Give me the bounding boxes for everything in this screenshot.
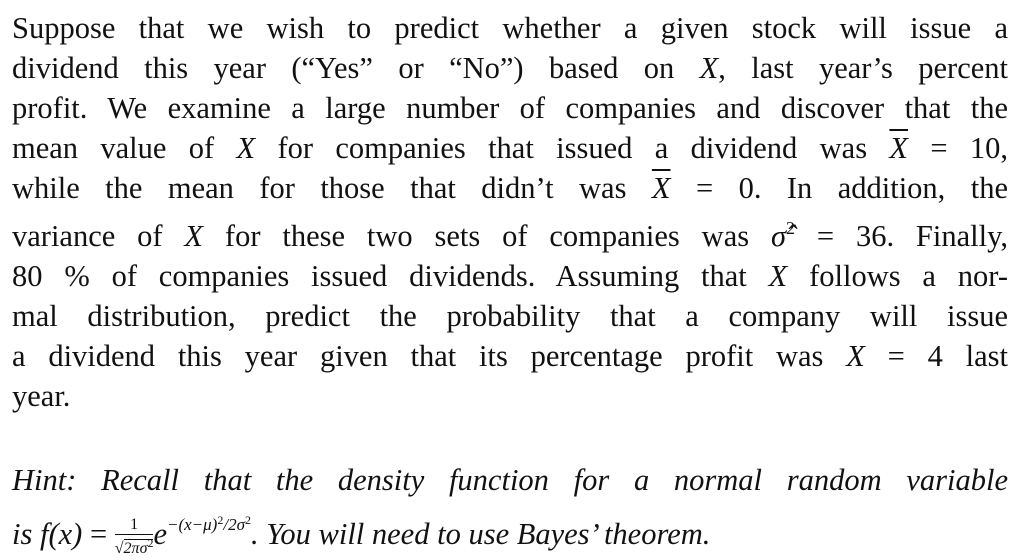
problem-line-4-text-end: = 10, [908,131,1009,165]
problem-line-3: profit. We examine a large number of companies and discover that the [12,91,1008,125]
exponent-square: 2 [217,513,224,527]
variable-x: X [768,259,788,293]
problem-line-5-text: while the mean for those that didn’t was [12,171,652,205]
equals-sign: = [82,517,115,551]
variable-x-bar: $\overline{X}$ [651,171,671,205]
problem-line-7-text-end: follows a nor- [787,259,1008,293]
problem-line-2-text-end: , last year’s percent [718,51,1008,85]
radicand-exponent: 2 [147,536,154,550]
function-name: f [39,517,49,551]
problem-line-8: mal distribution, predict the probability that a company will issue [12,299,1008,333]
problem-line-9-text-end: = 4 last [864,339,1008,373]
hint-line-2 [12,500,1008,557]
variable-x: X [699,51,719,85]
radicand-text: 2πσ [123,540,148,557]
problem-line-5 [12,168,1008,208]
variable-x: X [846,339,865,373]
problem-line-6-text-mid: for these two sets of companies was [203,219,771,253]
variable-x: X [184,219,204,253]
exponent-text: −(x−μ) [167,515,218,534]
hint-suffix: . You will need to use Bayes’ theorem. [250,517,711,551]
problem-text [12,8,1008,416]
variable-x-bar: $\overline{X}$ [889,131,909,165]
hint-text [12,460,1008,557]
variable-x: X [236,131,256,165]
normalization-fraction [115,517,154,557]
hint-line-1: Hint: Recall that the density function for a normal random variable [12,463,1008,497]
problem-line-6 [12,208,1008,256]
superscript-2: 2 [786,218,796,238]
sqrt-radicand [123,536,154,557]
exponent [167,515,251,534]
exponential-e: e [153,517,167,551]
function-arg: (x) [48,517,83,551]
problem-line-4 [12,128,1008,168]
problem-line-9 [12,336,1008,376]
problem-line-10: year. [12,379,71,413]
problem-line-7 [12,256,1008,296]
problem-line-5-text-end: = 0. In addition, the [670,171,1008,205]
sqrt-symbol: √ [114,540,124,557]
problem-line-4-text: mean value of [12,131,237,165]
problem-line-6-text-end: = 36. Finally, [795,219,1008,253]
problem-line-4-text-mid: for companies that issued a dividend was [255,131,890,165]
problem-line-9-text: a dividend this year given that its percentage profit was [12,339,847,373]
hint-prefix: is [12,517,40,551]
exponent-tail: /2σ [223,515,245,534]
problem-line-2-text: dividend this year (“Yes” or “No”) based on [12,51,700,85]
fraction-denominator [115,535,154,557]
sigma-hat-symbol: σ̂ [770,219,787,253]
problem-line-1: Suppose that we wish to predict whether a given stock will issue a [12,11,1008,45]
problem-line-2 [12,48,1008,88]
fraction-numerator: 1 [115,517,154,535]
exponent-square-2: 2 [244,513,251,527]
problem-line-7-text: 80 % of companies issued dividends. Assuming that [12,259,769,293]
problem-line-6-text: variance of [12,219,185,253]
